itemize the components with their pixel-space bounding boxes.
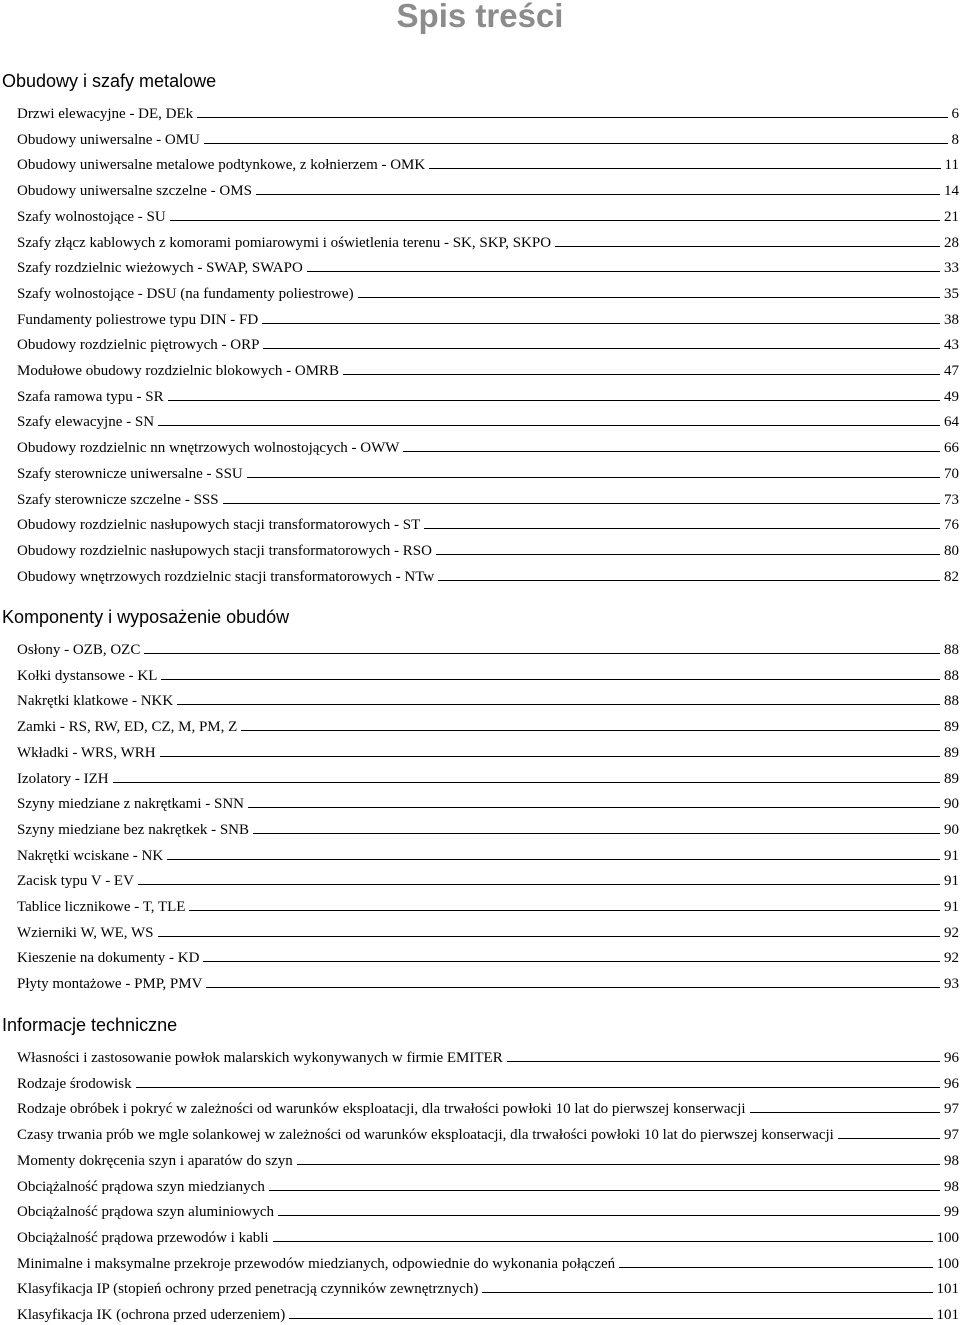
toc-leader-line	[167, 859, 940, 860]
toc-leader-line	[247, 477, 940, 478]
toc-entry[interactable]	[17, 152, 959, 174]
toc-entry[interactable]	[17, 1096, 959, 1118]
toc-entry-label: Osłony - OZB, OZC	[17, 642, 141, 658]
toc-entry-page-number: 91	[944, 899, 959, 915]
toc-leader-line	[262, 323, 940, 324]
toc-entry[interactable]	[17, 637, 959, 659]
toc-entry-label: Momenty dokręcenia szyn i aparatów do szyn	[17, 1152, 293, 1169]
toc-entry[interactable]	[17, 178, 959, 200]
toc-entry-label: Obciążalność prądowa przewodów i kabli	[17, 1229, 269, 1246]
toc-entry-label: Szafa ramowa typu - SR	[17, 388, 164, 405]
toc-leader-line	[438, 580, 940, 581]
toc-leader-line	[307, 271, 940, 272]
toc-entry[interactable]	[17, 714, 959, 736]
toc-entry-page-number: 100	[936, 1229, 959, 1246]
toc-leader-line	[170, 220, 940, 221]
toc-entry-label: Wkładki - WRS, WRH	[17, 744, 156, 761]
toc-entry[interactable]	[17, 791, 959, 813]
toc-entry-label: Izolatory - IZH	[17, 770, 109, 787]
toc-entry-page-number: 98	[944, 1152, 959, 1169]
toc-entry-label: Obudowy wnętrzowych rozdzielnic stacji transformatorowych - NTw	[17, 568, 435, 585]
toc-entry-page-number: 92	[944, 924, 959, 941]
toc-entry-label: Obciążalność prądowa szyn aluminiowych	[17, 1204, 274, 1221]
toc-leader-line	[136, 1087, 940, 1088]
toc-entry-label: Szafy złącz kablowych z komorami pomiarowymi i oświetlenia terenu - SK, SKP, SKPO	[17, 234, 552, 251]
toc-entry-label: Fundamenty poliestrowe typu DIN - FD	[17, 311, 259, 328]
toc-entry[interactable]	[17, 1225, 959, 1247]
toc-entry-page-number: 100	[936, 1255, 959, 1272]
toc-leader-line	[507, 1061, 940, 1062]
toc-entry[interactable]	[17, 740, 959, 762]
toc-leader-line	[256, 194, 940, 195]
toc-entry[interactable]	[17, 1071, 959, 1093]
toc-entry[interactable]	[17, 307, 959, 329]
toc-entry[interactable]	[17, 868, 959, 890]
toc-leader-line	[289, 1318, 932, 1319]
toc-leader-line	[263, 348, 940, 349]
toc-leader-line	[177, 704, 940, 705]
toc-entry[interactable]	[17, 894, 959, 916]
toc-entry[interactable]	[17, 230, 959, 252]
toc-entry-label: Modułowe obudowy rozdzielnic blokowych - OMRB	[17, 363, 340, 379]
section-heading: Komponenty i wyposażenie obudów	[2, 607, 290, 627]
toc-leader-line	[158, 425, 940, 426]
toc-entry-label: Obudowy rozdzielnic nn wnętrzowych wolnostojących - OWW	[17, 440, 400, 457]
toc-leader-line	[253, 833, 940, 834]
toc-leader-line	[223, 503, 940, 504]
toc-entry-page-number: 49	[944, 388, 959, 405]
toc-entry-label: Drzwi elewacyjne - DE, DEk	[17, 106, 194, 122]
toc-entry[interactable]	[17, 1276, 959, 1298]
toc-entry-page-number: 91	[944, 847, 959, 864]
toc-entry-page-number: 33	[944, 260, 959, 277]
toc-entry-page-number: 88	[944, 642, 959, 658]
toc-leader-line	[403, 451, 940, 452]
toc-entry-label: Zacisk typu V - EV	[17, 873, 134, 890]
toc-entry-label: Nakrętki klatkowe - NKK	[17, 693, 174, 710]
toc-entry-label: Minimalne i maksymalne przekroje przewodów miedzianych, odpowiednie do wykonania połączeń	[17, 1255, 616, 1272]
toc-entry[interactable]	[17, 512, 959, 534]
toc-entry-page-number: 91	[944, 873, 959, 890]
toc-entry-page-number: 14	[944, 183, 959, 200]
toc-entry[interactable]	[17, 409, 959, 431]
toc-entry[interactable]	[17, 332, 959, 354]
toc-entry-label: Szafy rozdzielnic wieżowych - SWAP, SWAPO	[17, 260, 303, 277]
toc-leader-line	[436, 554, 940, 555]
toc-leader-line	[206, 987, 940, 988]
section-heading: Obudowy i szafy metalowe	[2, 71, 217, 91]
toc-entry[interactable]	[17, 766, 959, 788]
toc-leader-line	[273, 1241, 933, 1242]
toc-entry-label: Obudowy uniwersalne - OMU	[17, 131, 200, 148]
toc-entry-page-number: 73	[944, 491, 959, 508]
toc-leader-line	[269, 1190, 940, 1191]
toc-entry-label: Szafy wolnostojące - SU	[17, 208, 166, 225]
toc-entry[interactable]	[17, 1148, 959, 1170]
toc-entry-label: Obudowy uniwersalne metalowe podtynkowe, z kołnierzem - OMK	[17, 157, 426, 174]
toc-entry[interactable]	[17, 688, 959, 710]
toc-entry-label: Szafy wolnostojące - DSU (na fundamenty poliestrowe)	[17, 285, 354, 302]
toc-entry-page-number: 35	[944, 285, 959, 302]
toc-leader-line	[168, 400, 940, 401]
toc-leader-line	[203, 961, 940, 962]
toc-leader-line	[619, 1267, 932, 1268]
toc-entry-page-number: 89	[944, 770, 959, 787]
toc-entry-label: Płyty montażowe - PMP, PMV	[17, 976, 203, 993]
toc-entry[interactable]	[17, 564, 959, 586]
toc-leader-line	[750, 1112, 940, 1113]
toc-entry-label: Czasy trwania prób we mgle solankowej w zależności od warunków eksploatacji, dla trwałości powłoki 10 lat do pierwszej konserwacji	[17, 1127, 834, 1144]
toc-entry-label: Szafy sterownicze uniwersalne - SSU	[17, 465, 243, 482]
toc-entry-page-number: 99	[944, 1204, 959, 1221]
toc-entry-page-number: 28	[944, 234, 959, 251]
toc-leader-line	[555, 246, 940, 247]
toc-entry[interactable]	[17, 384, 959, 406]
toc-entry-page-number: 38	[944, 311, 959, 328]
toc-leader-line	[113, 782, 940, 783]
toc-entry[interactable]	[17, 1174, 959, 1196]
toc-entry[interactable]	[17, 1199, 959, 1221]
toc-entry-page-number: 47	[944, 363, 959, 379]
toc-entry[interactable]	[17, 487, 959, 509]
toc-entry-label: Zamki - RS, RW, ED, CZ, M, PM, Z	[17, 719, 238, 736]
toc-entry[interactable]	[17, 1302, 959, 1324]
toc-leader-line	[838, 1138, 940, 1139]
toc-entry-label: Szafy elewacyjne - SN	[17, 414, 155, 431]
toc-entry[interactable]	[17, 538, 959, 560]
toc-leader-line	[248, 807, 940, 808]
toc-entry[interactable]	[17, 127, 959, 149]
toc-entry[interactable]	[17, 920, 959, 942]
toc-entry[interactable]	[17, 971, 959, 993]
toc-entry-label: Obudowy rozdzielnic nasłupowych stacji transformatorowych - ST	[17, 517, 421, 534]
toc-entry-page-number: 11	[944, 157, 959, 174]
toc-leader-line	[241, 730, 940, 731]
toc-entry-page-number: 93	[944, 976, 959, 993]
toc-entry[interactable]	[17, 435, 959, 457]
toc-entry[interactable]	[17, 945, 959, 967]
toc-entry-label: Klasyfikacja IP (stopień ochrony przed penetracją czynników zewnętrznych)	[17, 1281, 479, 1298]
toc-entry-page-number: 97	[944, 1127, 959, 1144]
toc-entry-label: Obudowy uniwersalne szczelne - OMS	[17, 183, 252, 200]
toc-leader-line	[358, 297, 940, 298]
toc-entry-page-number: 96	[944, 1075, 959, 1092]
toc-entry-label: Obudowy rozdzielnic piętrowych - ORP	[17, 337, 260, 354]
toc-entry[interactable]	[17, 663, 959, 685]
toc-entry-page-number: 76	[944, 517, 959, 534]
toc-entry-page-number: 6	[951, 106, 959, 122]
toc-entry-label: Klasyfikacja IK (ochrona przed uderzeniem)	[17, 1307, 286, 1323]
toc-leader-line	[161, 679, 940, 680]
toc-entry[interactable]	[17, 204, 959, 226]
toc-entry-label: Nakrętki wciskane - NK	[17, 847, 164, 864]
toc-entry-page-number: 88	[944, 667, 959, 684]
toc-entry-page-number: 90	[944, 796, 959, 813]
section-heading: Informacje techniczne	[2, 1015, 178, 1035]
toc-entry-page-number: 66	[944, 440, 959, 457]
toc-entry-page-number: 101	[936, 1307, 959, 1323]
toc-entry-label: Szyny miedziane z nakrętkami - SNN	[17, 796, 245, 813]
toc-entry-page-number: 64	[944, 414, 959, 431]
toc-leader-line	[204, 143, 948, 144]
toc-entry-label: Szafy sterownicze szczelne - SSS	[17, 491, 219, 508]
toc-entry-page-number: 82	[944, 568, 959, 585]
toc-entry[interactable]	[17, 1251, 959, 1273]
toc-entry-label: Kołki dystansowe - KL	[17, 667, 158, 684]
toc-entry[interactable]	[17, 255, 959, 277]
toc-entry-page-number: 80	[944, 542, 959, 559]
toc-entry[interactable]	[17, 281, 959, 303]
toc-entry-label: Własności i zastosowanie powłok malarskich wykonywanych w firmie EMITER	[17, 1050, 503, 1066]
toc-leader-line	[160, 756, 940, 757]
toc-entry-page-number: 101	[936, 1281, 959, 1298]
toc-leader-line	[189, 910, 940, 911]
toc-entry-label: Kieszenie na dokumenty - KD	[17, 950, 200, 967]
toc-entry[interactable]	[17, 101, 959, 123]
toc-entry-label: Obciążalność prądowa szyn miedzianych	[17, 1178, 265, 1195]
toc-leader-line	[343, 374, 940, 375]
toc-entry-label: Szyny miedziane bez nakrętkek - SNB	[17, 821, 250, 838]
toc-leader-line	[197, 117, 947, 118]
toc-entry-page-number: 90	[944, 821, 959, 838]
toc-entry-page-number: 43	[944, 337, 959, 354]
toc-entry-page-number: 97	[944, 1101, 959, 1118]
toc-entry-page-number: 92	[944, 950, 959, 967]
toc-entry-page-number: 88	[944, 693, 959, 710]
toc-entry[interactable]	[17, 843, 959, 865]
toc-entry-label: Rodzaje środowisk	[17, 1075, 132, 1092]
toc-entry-page-number: 21	[944, 208, 959, 225]
toc-entry-page-number: 89	[944, 719, 959, 736]
toc-entry[interactable]	[17, 1045, 959, 1067]
toc-leader-line	[144, 653, 940, 654]
toc-entry-label: Obudowy rozdzielnic nasłupowych stacji transformatorowych - RSO	[17, 542, 432, 559]
page-title: Spis treści	[396, 0, 564, 34]
toc-leader-line	[138, 884, 940, 885]
toc-leader-line	[278, 1215, 940, 1216]
toc-entry-page-number: 98	[944, 1178, 959, 1195]
toc-entry-label: Rodzaje obróbek i pokryć w zależności od warunków eksploatacji, dla trwałości powłoki 10 lat do pierwszej konserwacji	[17, 1101, 746, 1118]
toc-entry-label: Wzierniki W, WE, WS	[17, 924, 154, 941]
toc-entry-page-number: 8	[951, 131, 959, 148]
toc-entry-label: Tablice licznikowe - T, TLE	[17, 899, 186, 915]
toc-entry-page-number: 89	[944, 744, 959, 761]
toc-entry[interactable]	[17, 1122, 959, 1144]
toc-entry[interactable]	[17, 461, 959, 483]
toc-leader-line	[429, 168, 940, 169]
toc-entry[interactable]	[17, 358, 959, 380]
toc-leader-line	[424, 528, 940, 529]
toc-entry[interactable]	[17, 817, 959, 839]
toc-leader-line	[297, 1164, 940, 1165]
toc-entry-page-number: 70	[944, 465, 959, 482]
toc-leader-line	[482, 1292, 932, 1293]
toc-entry-page-number: 96	[944, 1050, 959, 1066]
toc-leader-line	[158, 936, 940, 937]
